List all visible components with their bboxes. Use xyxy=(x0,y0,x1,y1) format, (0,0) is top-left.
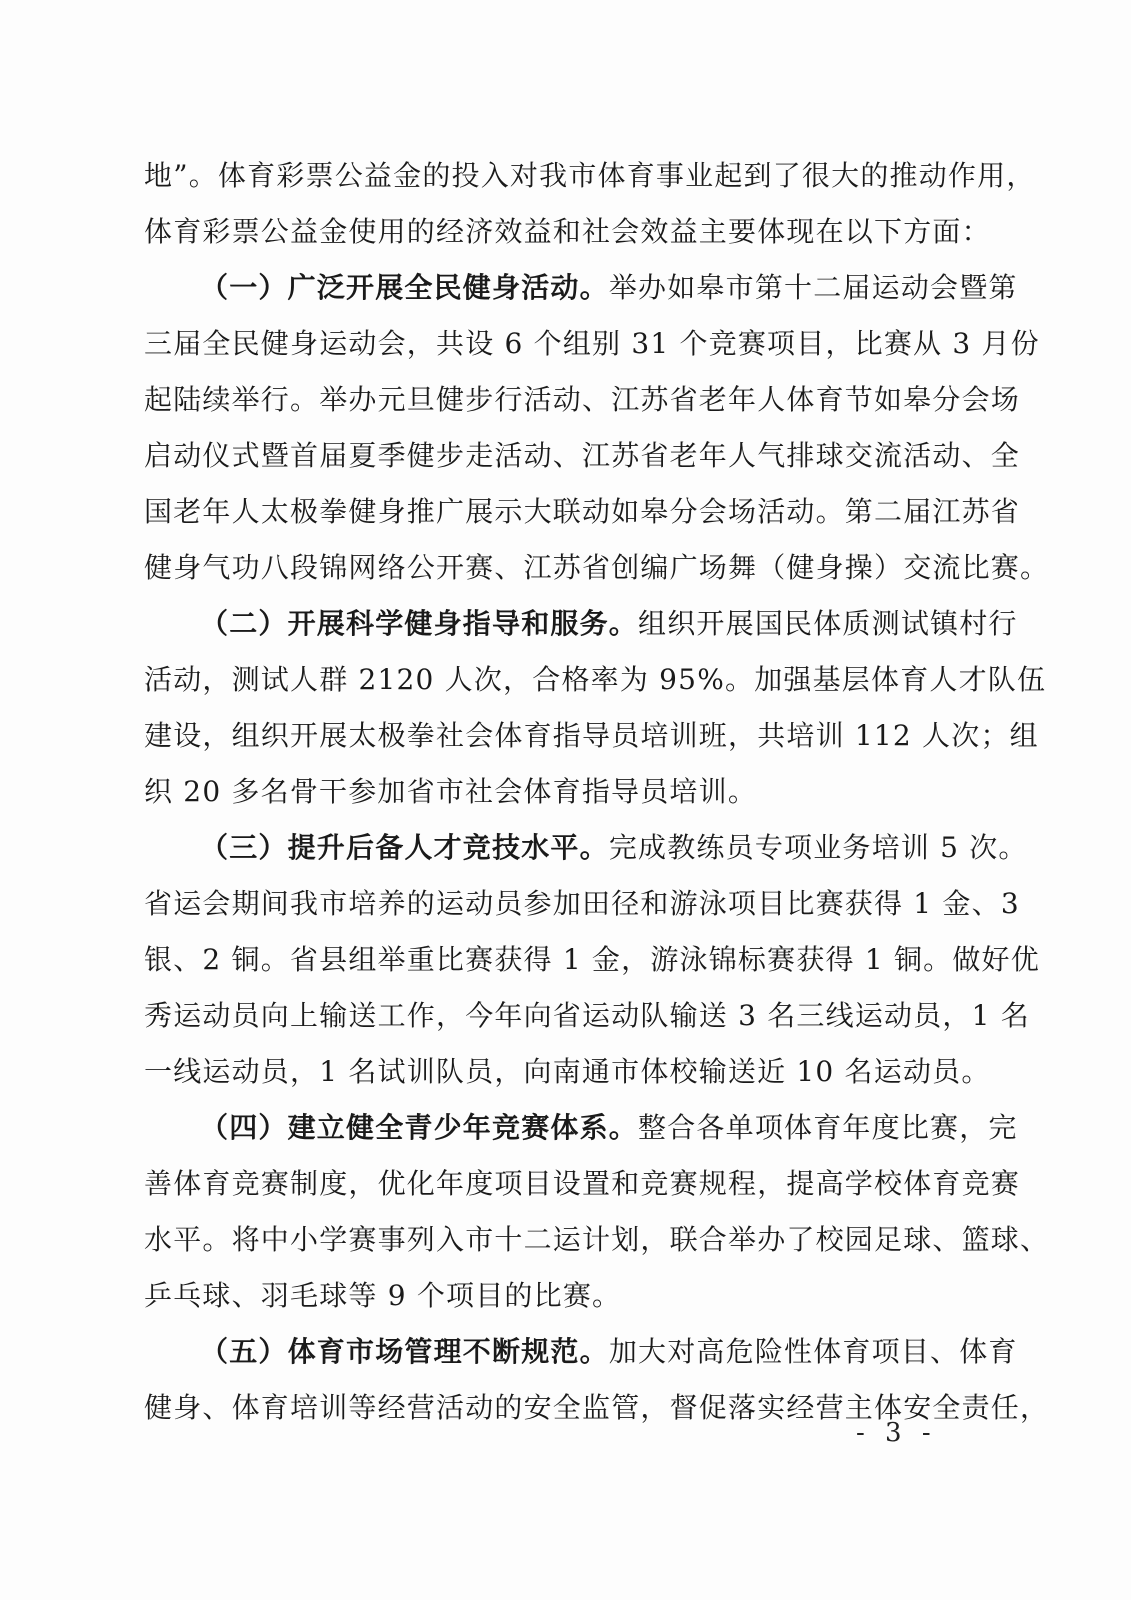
text-line: 国老年人太极拳健身推广展示大联动如皋分会场活动。第二届江苏省 xyxy=(144,495,1021,528)
section-heading-line xyxy=(144,1324,1018,1380)
text-line: 织 20 多名骨干参加省市社会体育指导员培训。 xyxy=(144,775,758,808)
text-line: 健身气功八段锦网络公开赛、江苏省创编广场舞（健身操）交流比赛。 xyxy=(144,551,1050,584)
document-body xyxy=(144,148,1050,1436)
section-heading: （三）提升后备人才竞技水平。 xyxy=(200,831,609,864)
text-line: 启动仪式暨首届夏季健步走活动、江苏省老年人气排球交流活动、全 xyxy=(144,439,1021,472)
text-line: 三届全民健身运动会，共设 6 个组别 31 个竞赛项目，比赛从 3 月份 xyxy=(144,327,1040,360)
page-number: - 3 - xyxy=(856,1418,937,1448)
text-line: 一线运动员，1 名试训队员，向南通市体校输送近 10 名运动员。 xyxy=(144,1055,991,1088)
section-heading: （五）体育市场管理不断规范。 xyxy=(200,1335,609,1368)
section-heading-line xyxy=(144,260,1018,316)
text-line: 省运会期间我市培养的运动员参加田径和游泳项目比赛获得 1 金、3 xyxy=(144,887,1020,920)
text-line: 乒乓球、羽毛球等 9 个项目的比赛。 xyxy=(144,1279,622,1312)
section-heading-rest: 举办如皋市第十二届运动会暨第 xyxy=(608,271,1018,304)
text-line: 建设，组织开展太极拳社会体育指导员培训班，共培训 112 人次；组 xyxy=(144,719,1039,752)
section-heading-rest: 完成教练员专项业务培训 5 次。 xyxy=(608,831,1028,864)
section-heading: （二）开展科学健身指导和服务。 xyxy=(200,607,639,640)
text-line: 活动，测试人群 2120 人次，合格率为 95%。加强基层体育人才队伍 xyxy=(144,663,1047,696)
section-heading: （四）建立健全青少年竞赛体系。 xyxy=(200,1111,639,1144)
text-line: 秀运动员向上输送工作，今年向省运动队输送 3 名三线运动员，1 名 xyxy=(144,999,1030,1032)
section-heading-line xyxy=(144,820,1028,876)
section-heading-line xyxy=(144,596,1018,652)
section-heading-rest: 组织开展国民体质测试镇村行 xyxy=(638,607,1018,640)
section-heading-rest: 整合各单项体育年度比赛，完 xyxy=(638,1111,1018,1144)
text-line: 起陆续举行。举办元旦健步行活动、江苏省老年人体育节如皋分会场 xyxy=(144,383,1021,416)
section-heading-rest: 加大对高危险性体育项目、体育 xyxy=(608,1335,1018,1368)
text-line: 银、2 铜。省县组举重比赛获得 1 金，游泳锦标赛获得 1 铜。做好优 xyxy=(144,943,1040,976)
text-line: 水平。将中小学赛事列入市十二运计划，联合举办了校园足球、篮球、 xyxy=(144,1223,1050,1256)
section-heading-line xyxy=(144,1100,1018,1156)
text-line: 善体育竞赛制度，优化年度项目设置和竞赛规程，提高学校体育竞赛 xyxy=(144,1167,1021,1200)
section-heading: （一）广泛开展全民健身活动。 xyxy=(200,271,609,304)
text-line: 体育彩票公益金使用的经济效益和社会效益主要体现在以下方面： xyxy=(144,215,991,248)
text-line: 健身、体育培训等经营活动的安全监管，督促落实经营主体安全责任， xyxy=(144,1391,1050,1424)
text-line: 地”。体育彩票公益金的投入对我市体育事业起到了很大的推动作用， xyxy=(144,159,1036,192)
